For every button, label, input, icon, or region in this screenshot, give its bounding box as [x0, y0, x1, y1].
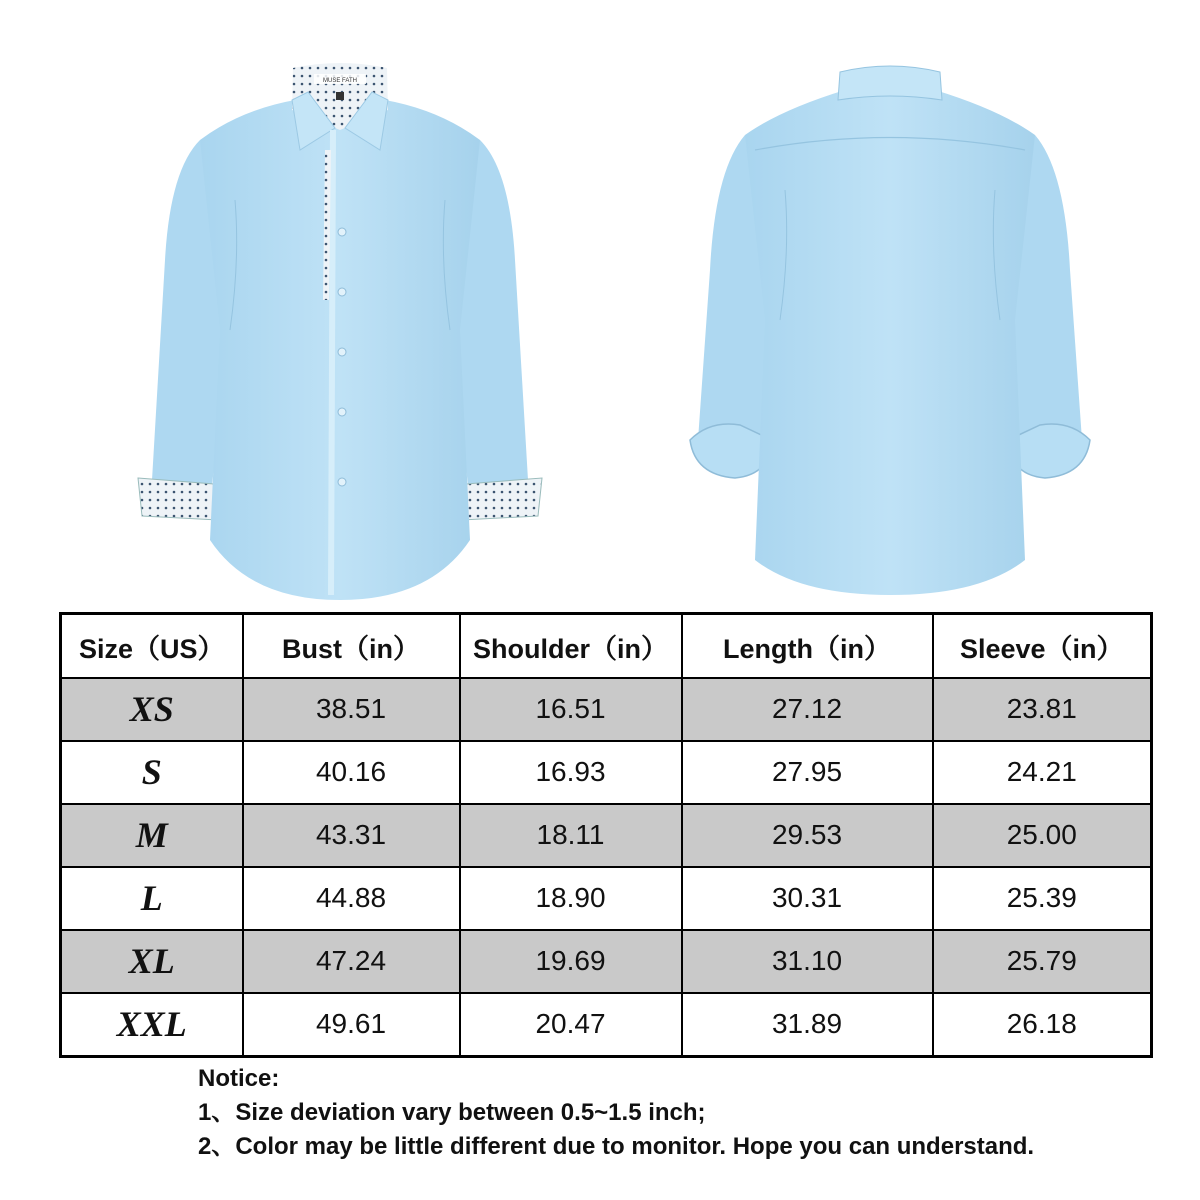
table-header-row: [61, 614, 1152, 679]
shoulder-cell: 16.51: [460, 678, 682, 741]
table-row: [61, 678, 1152, 741]
length-cell: 27.12: [682, 678, 933, 741]
sleeve-cell: 25.39: [933, 867, 1152, 930]
notice-line: 2、Color may be little different due to monitor. Hope you can understand.: [198, 1133, 1035, 1160]
shoulder-cell: 16.93: [460, 741, 682, 804]
header-shoulder: Shoulder（in）: [460, 614, 682, 679]
svg-text:MUSE FATH: MUSE FATH: [323, 78, 357, 84]
size-cell: XXL: [61, 993, 243, 1057]
bust-cell: 38.51: [243, 678, 460, 741]
notice-title: Notice:: [198, 1065, 280, 1092]
shoulder-cell: 20.47: [460, 993, 682, 1057]
sleeve-cell: 26.18: [933, 993, 1152, 1057]
length-cell: 31.89: [682, 993, 933, 1057]
length-cell: 27.95: [682, 741, 933, 804]
table-row: [61, 741, 1152, 804]
size-cell: L: [61, 867, 243, 930]
bust-cell: 49.61: [243, 993, 460, 1057]
size-cell: M: [61, 804, 243, 867]
table-row: [61, 993, 1152, 1057]
sleeve-cell: 25.00: [933, 804, 1152, 867]
header-sleeve: Sleeve（in）: [933, 614, 1152, 679]
shirt-front-image: [130, 0, 550, 612]
bust-cell: 47.24: [243, 930, 460, 993]
shoulder-cell: 19.69: [460, 930, 682, 993]
header-bust: Bust（in）: [243, 614, 460, 679]
size-cell: S: [61, 741, 243, 804]
size-cell: XL: [61, 930, 243, 993]
length-cell: 30.31: [682, 867, 933, 930]
shoulder-cell: 18.11: [460, 804, 682, 867]
length-cell: 31.10: [682, 930, 933, 993]
sleeve-cell: 23.81: [933, 678, 1152, 741]
bust-cell: 44.88: [243, 867, 460, 930]
shoulder-cell: 18.90: [460, 867, 682, 930]
table-row: [61, 804, 1152, 867]
sleeve-cell: 24.21: [933, 741, 1152, 804]
header-size: Size（US）: [61, 614, 243, 679]
bust-cell: 43.31: [243, 804, 460, 867]
notice-section: [198, 1062, 1178, 1164]
notice-line: 1、Size deviation vary between 0.5~1.5 inch;: [198, 1099, 706, 1126]
length-cell: 29.53: [682, 804, 933, 867]
sleeve-cell: 25.79: [933, 930, 1152, 993]
shirt-back-image: [680, 0, 1100, 612]
header-length: Length（in）: [682, 614, 933, 679]
table-row: [61, 867, 1152, 930]
bust-cell: 40.16: [243, 741, 460, 804]
size-cell: XS: [61, 678, 243, 741]
size-chart-table: [59, 612, 1153, 1058]
table-row: [61, 930, 1152, 993]
